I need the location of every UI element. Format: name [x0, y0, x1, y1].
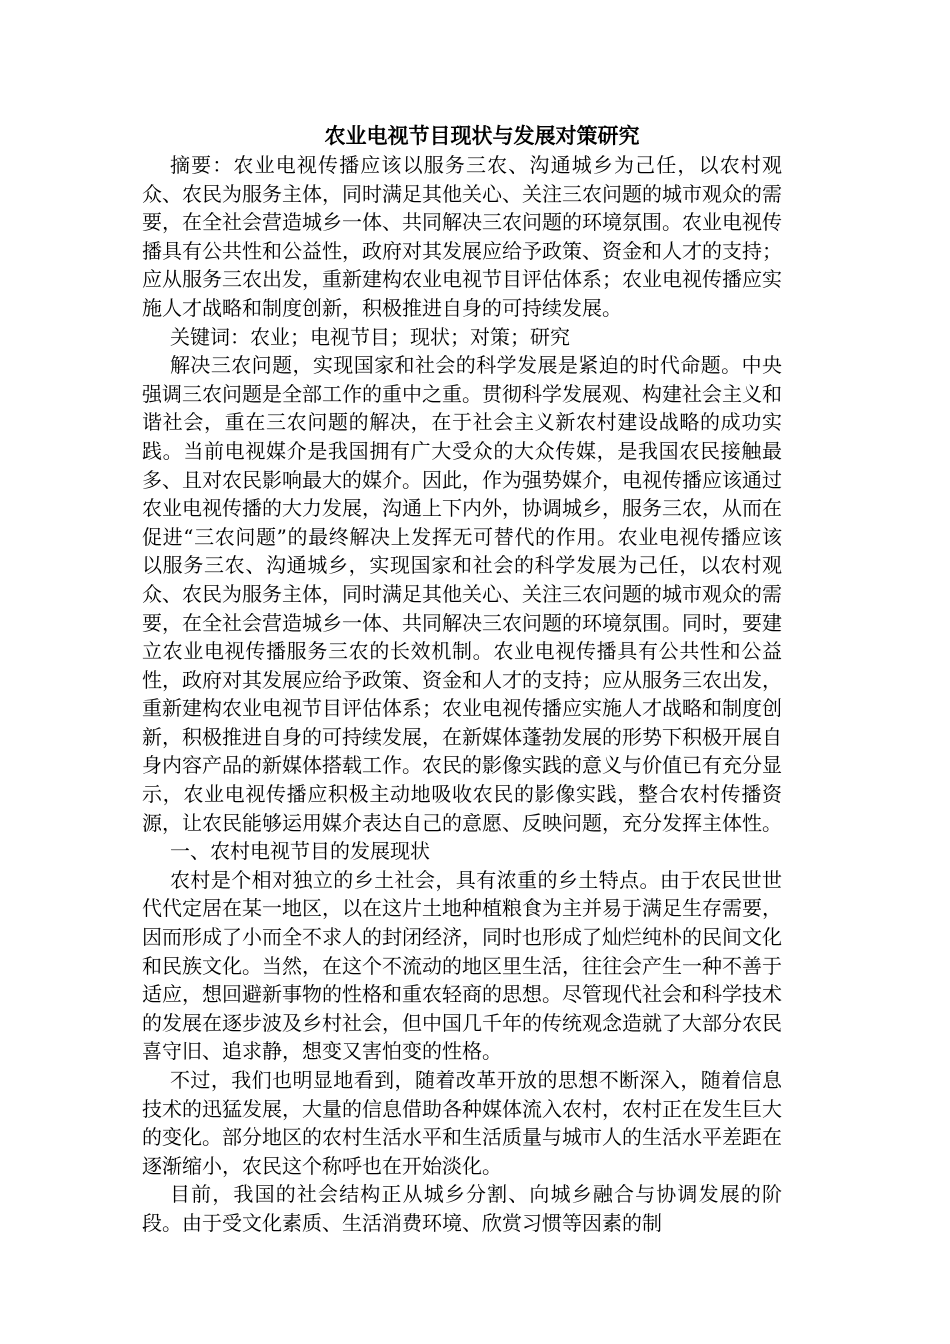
- body-paragraph: 目前，我国的社会结构正从城乡分割、向城乡融合与协调发展的阶段。由于受文化素质、生活消费环境、欣赏习惯等因素的制: [142, 1182, 782, 1235]
- body-paragraph: 农村是个相对独立的乡土社会，具有浓重的乡土特点。由于农民世世代代定居在某一地区，以在这片土地种植粮食为主并易于满足生存需要，因而形成了小而全不求人的封闭经济，同时也形成了灿烂纯朴的民间文化和民族文化。当然，在这个不流动的地区里生活，往往会产生一种不善于适应，想回避新事物的性格和重农轻商的思想。尽管现代社会和科学技术的发展在逐步波及乡村社会，但中国几千年的传统观念造就了大部分农民喜守旧、追求静，想变又害怕变的性格。: [142, 867, 782, 1064]
- section-heading: 一、农村电视节目的发展现状: [170, 839, 430, 864]
- document-page: [142, 121, 782, 1238]
- keywords-paragraph: 关键词：农业；电视节目；现状；对策；研究: [170, 324, 570, 349]
- document-title: 农业电视节目现状与发展对策研究: [324, 123, 640, 148]
- body-paragraph: 不过，我们也明显地看到，随着改革开放的思想不断深入，随着信息技术的迅猛发展，大量的信息借助各种媒体流入农村，农村正在发生巨大的变化。部分地区的农村生活水平和生活质量与城市人的生活水平差距在逐渐缩小，农民这个称呼也在开始淡化。: [142, 1068, 782, 1178]
- body-paragraph: 解决三农问题，实现国家和社会的科学发展是紧迫的时代命题。中央强调三农问题是全部工作的重中之重。贯彻科学发展观、构建社会主义和谐社会，重在三农问题的解决，在于社会主义新农村建设战略的成功实践。当前电视媒介是我国拥有广大受众的大众传媒，是我国农民接触最多、且对农民影响最大的媒介。因此，作为强势媒介，电视传播应该通过农业电视传播的大力发展，沟通上下内外，协调城乡，服务三农，从而在促进“三农问题”的最终解决上发挥无可替代的作用。农业电视传播应该以服务三农、沟通城乡，实现国家和社会的科学发展为己任，以农村观众、农民为服务主体，同时满足其他关心、关注三农问题的城市观众的需要，在全社会营造城乡一体、共同解决三农问题的环境氛围。同时，要建立农业电视传播服务三农的长效机制。农业电视传播具有公共性和公益性，政府对其发展应给予政策、资金和人才的支持；应从服务三农出发，重新建构农业电视节目评估体系；农业电视传播应实施人才战略和制度创新，积极推进自身的可持续发展，在新媒体蓬勃发展的形势下积极开展自身内容产品的新媒体搭载工作。农民的影像实践的意义与价值已有充分显示，农业电视传播应积极主动地吸收农民的影像实践，整合农村传播资源，让农民能够运用媒介表达自己的意愿、反映问题，充分发挥主体性。: [142, 353, 782, 835]
- abstract-paragraph: 摘要：农业电视传播应该以服务三农、沟通城乡为己任，以农村观众、农民为服务主体，同时满足其他关心、关注三农问题的城市观众的需要，在全社会营造城乡一体、共同解决三农问题的环境氛围。农业电视传播具有公共性和公益性，政府对其发展应给予政策、资金和人才的支持；应从服务三农出发，重新建构农业电视节目评估体系；农业电视传播应实施人才战略和制度创新，积极推进自身的可持续发展。: [142, 153, 782, 320]
